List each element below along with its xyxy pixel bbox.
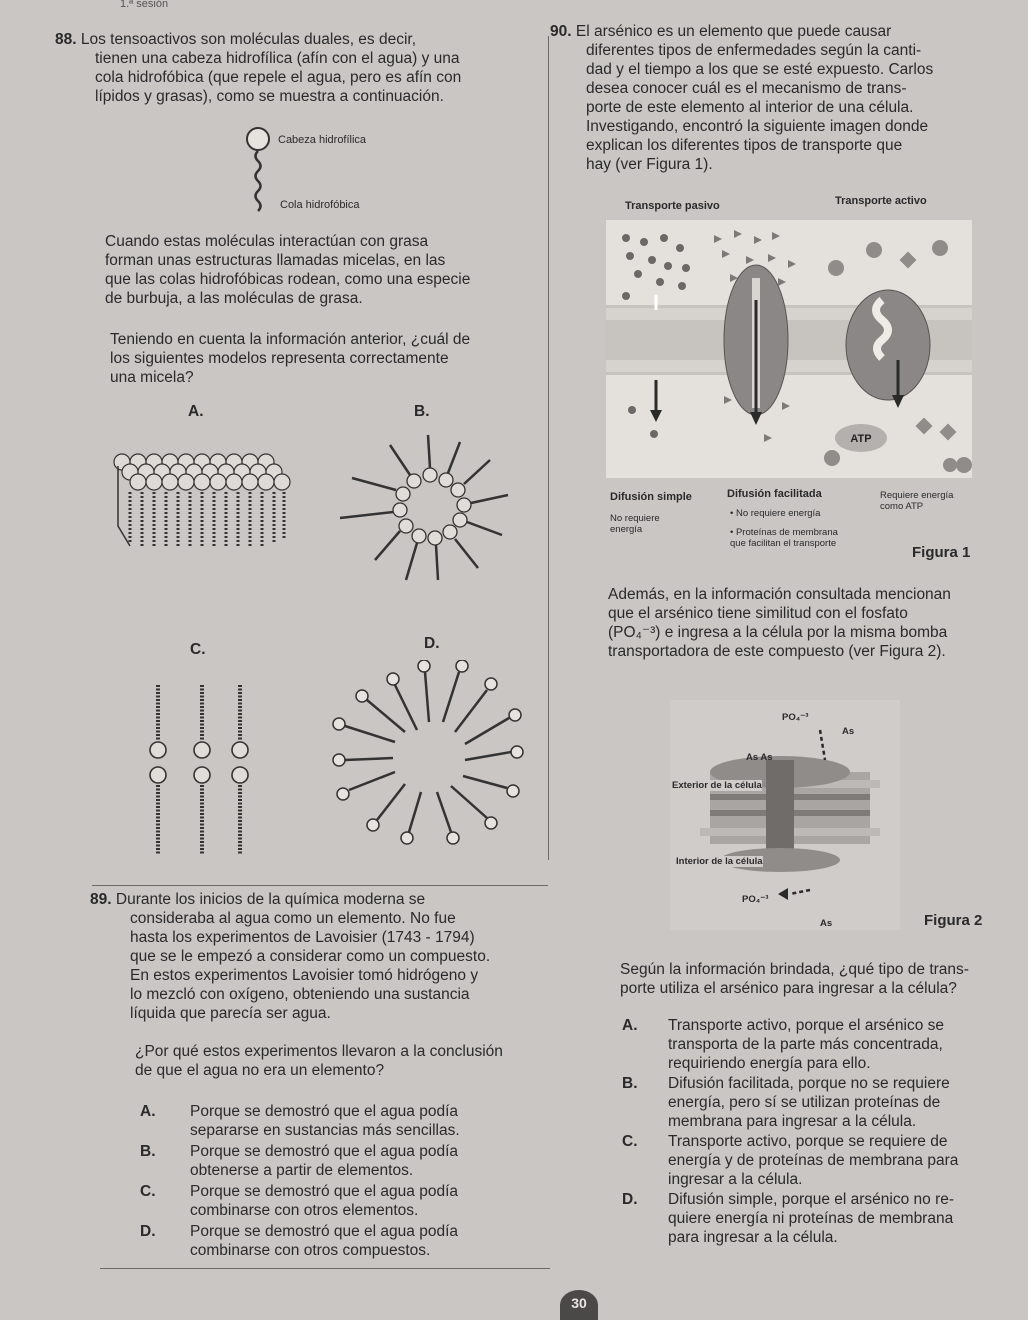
q90-number: 90. (550, 23, 572, 40)
q89-option-a[interactable]: A. Porque se demostró que el agua podía separarse en sustancias más sencillas. (140, 1103, 460, 1139)
q88-intro: 88. Los tensoactivos son moléculas duales, es decir, tienen una cabeza hidrofílica (afín con el agua) y una cola hidrofóbica (que repele el agua, pero es afín con lípidos y grasas), como se muestra a continuación. (55, 31, 462, 105)
fig2-exterior-label: Exterior de la célula (672, 780, 762, 791)
q88-number: 88. (55, 31, 77, 48)
q89-option-d[interactable]: D. Porque se demostró que el agua podía combinarse con otros compuestos. (140, 1223, 458, 1259)
fig1-simple-desc: No requiere energía (610, 513, 660, 535)
model-a-diagram (108, 448, 293, 558)
q88-question: Teniendo en cuenta la información anterior, ¿cuál de los siguientes modelos representa correctamente una micela? (110, 331, 471, 386)
page-number: 30 (560, 1290, 598, 1320)
model-b-diagram (330, 430, 530, 610)
figure-1-diagram (606, 220, 972, 478)
fig2-po4-bottom: PO₄⁻³ (742, 894, 769, 905)
q89-bottom-rule (100, 1268, 550, 1269)
fig1-atp-label: ATP (850, 433, 872, 445)
fig1-passive-title: Transporte pasivo (625, 200, 720, 212)
model-d-label: D. (424, 635, 440, 652)
q90-option-c[interactable]: C. Transporte activo, porque se requiere de energía y de proteínas de membrana para ingresar a la célula. (622, 1133, 959, 1188)
head-label: Cabeza hidrofílica (278, 134, 367, 146)
fig2-as-pair: As As (746, 752, 773, 763)
q89-intro: 89. Durante los inicios de la química moderna se consideraba al agua como un elemento. No fue hasta los experimentos de Lavoisier (1743 - 1794) que se le empezó a considerar como un compuesto. En estos experimentos Lavoisier tomó hidrógeno y lo mezcló con oxígeno, obteniendo una sustancia líquida que parecía ser agua. (90, 891, 491, 1022)
q90-option-a[interactable]: A. Transporte activo, porque el arsénico se transporta de la parte más concentrada, requiriendo energía para ello. (622, 1017, 944, 1072)
q90-question: Según la información brindada, ¿qué tipo de trans- porte utiliza el arsénico para ingresar a la célula? (620, 961, 969, 997)
q90-para2: Además, en la información consultada mencionan que el arsénico tiene similitud con el fosfato (PO₄⁻³) e ingresa a la célula por la misma bomba transportadora de este compuesto (ver Figura 2). (608, 586, 951, 660)
fig1-simple-title: Difusión simple (610, 491, 692, 503)
q88-para2: Cuando estas moléculas interactúan con grasa forman unas estructuras llamadas micelas, en las que las colas hidrofóbicas rodean, como una especie de burbuja, a las moléculas de grasa. (105, 233, 471, 307)
model-c-diagram (140, 680, 270, 860)
q90-option-d[interactable]: D. Difusión simple, porque el arsénico no re- quiere energía ni proteínas de membrana para ingresar a la célula. (622, 1191, 955, 1246)
fig2-interior-label: Interior de la célula (676, 856, 763, 867)
session-header: 1.ª sesión (120, 0, 169, 10)
tail-label: Cola hidrofóbica (280, 199, 360, 211)
surfactant-molecule-diagram (230, 125, 530, 225)
fig1-active-title: Transporte activo (835, 195, 927, 207)
q88-bottom-rule (92, 885, 548, 886)
q89-option-c[interactable]: C. Porque se demostró que el agua podía combinarse con otros elementos. (140, 1183, 458, 1219)
column-divider (548, 36, 549, 860)
q90-option-b[interactable]: B. Difusión facilitada, porque no se requiere energía, pero sí se utilizan proteínas de membrana para ingresar a la célula. (622, 1075, 950, 1130)
q89-option-b[interactable]: B. Porque se demostró que el agua podía obtenerse a partir de elementos. (140, 1143, 458, 1179)
model-b-label: B. (414, 403, 430, 420)
q89-question: ¿Por qué estos experimentos llevaron a la conclusión de que el agua no era un elemento? (135, 1043, 503, 1079)
fig2-as-bottom: As (820, 918, 833, 929)
model-c-label: C. (190, 641, 206, 658)
figure-2-diagram (670, 700, 900, 930)
model-a-label: A. (188, 403, 204, 420)
fig2-as-top: As (842, 726, 855, 737)
q90-intro: 90. El arsénico es un elemento que puede causar diferentes tipos de enfermedades según la canti- dad y el tiempo a los que se esté expuesto. Carlos desea conocer cuál es el mecanismo de trans- porte de este elemento al interior de una célula. Investigando, encontró la siguiente imagen donde explican los diferentes tipos de transporte que hay (ver Figura 1). (550, 23, 934, 173)
figure-1-caption: Figura 1 (912, 544, 971, 561)
figure-2-caption: Figura 2 (924, 912, 983, 929)
fig2-po4-top: PO₄⁻³ (782, 712, 809, 723)
fig1-facil-desc: • No requiere energía • Proteínas de membrana que facilitan el transporte (730, 508, 838, 549)
fig1-facil-title: Difusión facilitada (727, 488, 822, 500)
q89-number: 89. (90, 891, 112, 908)
fig1-active-desc: Requiere energía como ATP (880, 490, 954, 512)
model-d-diagram (325, 660, 540, 860)
